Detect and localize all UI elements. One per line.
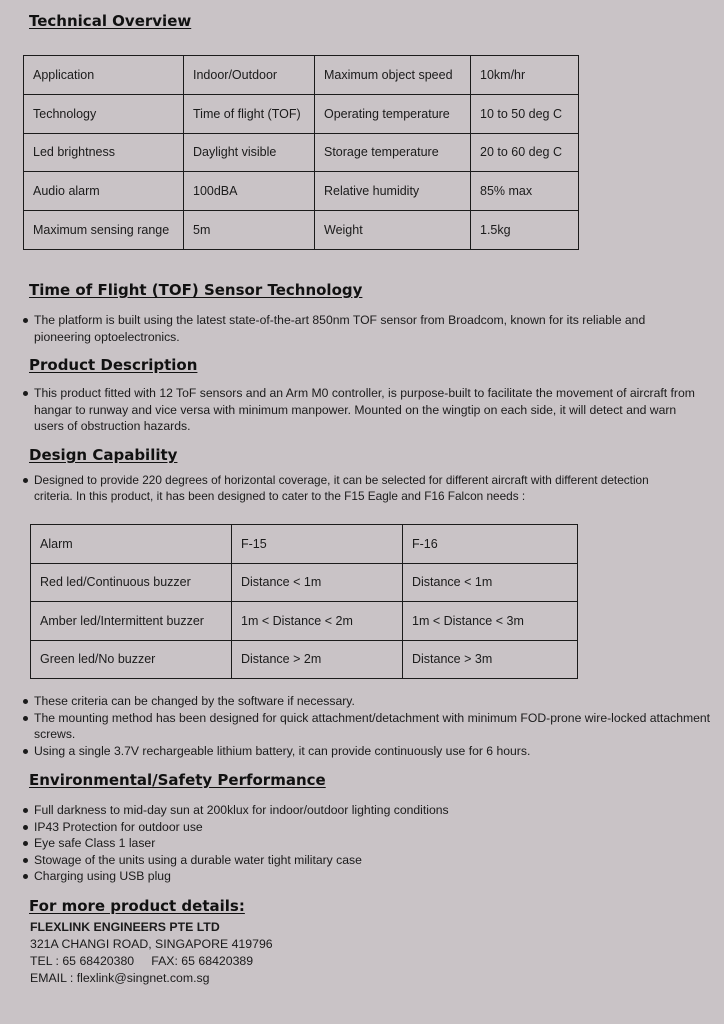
table-cell: 1m < Distance < 3m <box>403 602 578 641</box>
table-cell: Storage temperature <box>315 133 471 172</box>
table-row <box>31 563 578 602</box>
company-address: 321A CHANGI ROAD, SINGAPORE 419796 <box>30 937 273 951</box>
table-row <box>24 172 579 211</box>
list-item: These criteria can be changed by the software if necessary. <box>24 693 724 710</box>
table-cell: Audio alarm <box>24 172 184 211</box>
list-item: This product fitted with 12 ToF sensors and an Arm M0 controller, is purpose-built to facilitate the movement of aircraft from hangar to runway and vice versa with minimum manpower. Mounted on the wingtip on each side, it will detect and warn users of obstruction hazards. <box>24 385 700 435</box>
table-row <box>31 525 578 564</box>
more-details-heading: For more product details: <box>29 897 245 915</box>
contact-block <box>30 919 273 987</box>
table-row <box>24 133 579 172</box>
table-cell: Distance > 3m <box>403 640 578 679</box>
company-phone-fax: TEL : 65 68420380 FAX: 65 68420389 <box>30 954 254 968</box>
table-cell: 5m <box>184 211 315 250</box>
technical-overview-heading: Technical Overview <box>29 12 192 30</box>
table-cell: F-16 <box>403 525 578 564</box>
table-cell: Operating temperature <box>315 94 471 133</box>
table-cell: Distance < 1m <box>232 563 403 602</box>
design-capability-heading: Design Capability <box>29 446 178 464</box>
table-cell: 10 to 50 deg C <box>471 94 579 133</box>
table-row <box>31 640 578 679</box>
table-cell: Indoor/Outdoor <box>184 56 315 95</box>
technical-overview-table <box>23 55 579 250</box>
criteria-bullet-list <box>14 693 724 759</box>
table-row <box>24 211 579 250</box>
tof-heading: Time of Flight (TOF) Sensor Technology <box>29 281 363 299</box>
table-cell: Distance < 1m <box>403 563 578 602</box>
table-cell: Distance > 2m <box>232 640 403 679</box>
table-cell: Relative humidity <box>315 172 471 211</box>
table-cell: Maximum object speed <box>315 56 471 95</box>
table-cell: Red led/Continuous buzzer <box>31 563 232 602</box>
table-cell: Time of flight (TOF) <box>184 94 315 133</box>
list-item: IP43 Protection for outdoor use <box>24 819 704 836</box>
product-bullet-list <box>14 385 700 435</box>
table-cell: 20 to 60 deg C <box>471 133 579 172</box>
table-row <box>24 94 579 133</box>
product-description-heading: Product Description <box>29 356 198 374</box>
table-cell: Led brightness <box>24 133 184 172</box>
list-item: Using a single 3.7V rechargeable lithium battery, it can provide continuously use for 6 hours. <box>24 743 724 760</box>
alarm-criteria-table <box>30 524 578 679</box>
company-email: EMAIL : flexlink@singnet.com.sg <box>30 971 210 985</box>
list-item: Full darkness to mid-day sun at 200klux for indoor/outdoor lighting conditions <box>24 802 704 819</box>
table-cell: 1m < Distance < 2m <box>232 602 403 641</box>
table-cell: Alarm <box>31 525 232 564</box>
table-cell: F-15 <box>232 525 403 564</box>
environmental-heading: Environmental/Safety Performance <box>29 771 326 789</box>
table-cell: Maximum sensing range <box>24 211 184 250</box>
table-cell: 10km/hr <box>471 56 579 95</box>
table-cell: Application <box>24 56 184 95</box>
list-item: Charging using USB plug <box>24 868 704 885</box>
table-cell: 85% max <box>471 172 579 211</box>
company-name: FLEXLINK ENGINEERS PTE LTD <box>30 920 220 934</box>
list-item: Stowage of the units using a durable water tight military case <box>24 852 704 869</box>
table-cell: 1.5kg <box>471 211 579 250</box>
table-cell: Weight <box>315 211 471 250</box>
tof-bullet-list <box>14 312 704 345</box>
table-cell: Amber led/Intermittent buzzer <box>31 602 232 641</box>
table-row <box>24 56 579 95</box>
table-cell: Daylight visible <box>184 133 315 172</box>
list-item: The mounting method has been designed for quick attachment/detachment with minimum FOD-prone wire-locked attachment screws. <box>24 710 724 743</box>
list-item: The platform is built using the latest state-of-the-art 850nm TOF sensor from Broadcom, known for its reliable and pioneering optoelectronics. <box>24 312 704 345</box>
list-item: Designed to provide 220 degrees of horizontal coverage, it can be selected for different aircraft with different detection criteria. In this product, it has been designed to cater to the F15 Eagle and F16 Falcon needs : <box>24 472 684 504</box>
table-row <box>31 602 578 641</box>
table-cell: Technology <box>24 94 184 133</box>
list-item: Eye safe Class 1 laser <box>24 835 704 852</box>
environmental-bullet-list <box>14 802 704 885</box>
table-cell: Green led/No buzzer <box>31 640 232 679</box>
table-cell: 100dBA <box>184 172 315 211</box>
design-bullet-list <box>14 472 684 504</box>
